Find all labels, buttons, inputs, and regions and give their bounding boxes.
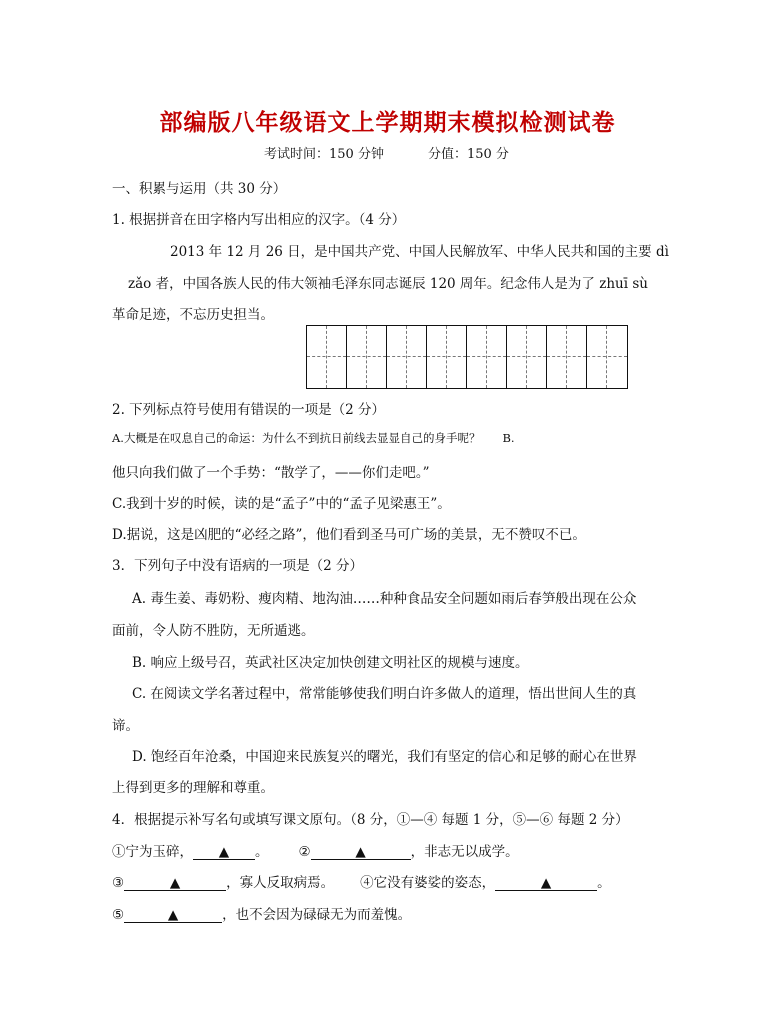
q3-option-a-line-1: A. 毒生姜、毒奶粉、瘦肉精、地沟油……种种食品安全问题如雨后春笋般出现在公众 <box>132 591 637 607</box>
q2-option-a-text: A.大概是在叹息自己的命运：为什么不到抗日前线去显显自己的身手呢？ <box>112 431 481 445</box>
q4-item1-suffix: 。 <box>255 844 269 860</box>
grid-cell[interactable] <box>427 326 467 388</box>
q4-item2-blank[interactable]: ▲ <box>311 845 411 860</box>
grid-cell[interactable] <box>467 326 507 388</box>
q3-option-c-line-2: 谛。 <box>112 718 139 734</box>
q2-option-d: D.据说，这是凶肥的“必经之路”，他们看到圣马可广场的美景，无不赞叹不已。 <box>112 527 586 543</box>
q2-option-a <box>112 430 515 446</box>
q4-item3-blank[interactable]: ▲ <box>124 876 226 891</box>
page-title: 部编版八年级语文上学期期末模拟检测试卷 <box>159 110 616 136</box>
q4-item4-suffix: 。 <box>597 875 611 891</box>
q4-item3-suffix: ，寡人反取病焉。 <box>226 875 335 891</box>
q2-stem: 2. 下列标点符号使用有错误的一项是（2 分） <box>112 402 386 418</box>
q4-item5-prefix: ⑤ <box>112 907 125 923</box>
q4-item2-prefix: ② <box>298 844 311 860</box>
q3-option-c-line-1: C. 在阅读文学名著过程中，常常能够使我们明白许多做人的道理，悟出世间人生的真 <box>132 686 637 702</box>
exam-meta <box>264 143 509 162</box>
q4-item5-suffix: ，也不会因为碌碌无为而羞愧。 <box>222 907 412 923</box>
grid-cell[interactable] <box>347 326 387 388</box>
grid-cell[interactable] <box>387 326 427 388</box>
q3-option-d-line-2: 上得到更多的理解和尊重。 <box>112 780 274 796</box>
q4-item5-blank[interactable]: ▲ <box>124 908 222 923</box>
grid-cell[interactable] <box>547 326 587 388</box>
q3-option-b: B. 响应上级号召，英武社区决定加快创建文明社区的规模与速度。 <box>132 655 529 671</box>
tianzige-grid <box>306 325 628 389</box>
q4-item1-prefix: ①宁为玉碎， <box>112 844 193 860</box>
exam-time: 考试时间：150 分钟 <box>264 147 384 162</box>
q3-option-a-line-2: 面前，令人防不胜防，无所遁逃。 <box>112 623 315 639</box>
q2-option-c: C.我到十岁的时候，读的是“孟子”中的“孟子见梁惠王”。 <box>112 496 451 512</box>
q1-text-line-3: 革命足迹，不忘历史担当。 <box>112 307 274 323</box>
q4-item2-suffix: ，非志无以成学。 <box>410 844 519 860</box>
q1-text-line-1: 2013 年 12 月 26 日，是中国共产党、中国人民解放军、中华人民共和国的主要 dì <box>170 244 669 260</box>
section-heading: 一、积累与运用（共 30 分） <box>112 181 287 197</box>
grid-cell[interactable] <box>587 326 627 388</box>
q4-row-3 <box>112 903 411 923</box>
q4-row-1 <box>112 840 519 860</box>
q1-text-line-2: zǎo 者，中国各族人民的伟大领袖毛泽东同志诞辰 120 周年。纪念伟人是为了 zhuī sù <box>128 276 648 292</box>
q4-item3-prefix: ③ <box>112 875 125 891</box>
q2-option-b-label: B. <box>502 431 515 445</box>
q4-item4-blank[interactable]: ▲ <box>495 876 597 891</box>
q3-option-d-line-1: D. 饱经百年沧桑，中国迎来民族复兴的曙光，我们有坚定的信心和足够的耐心在世界 <box>132 749 637 765</box>
grid-cell[interactable] <box>307 326 347 388</box>
q4-item4-prefix: ④它没有婆娑的姿态， <box>360 875 496 891</box>
q2-option-b: 他只向我们做了一个手势：“散学了，——你们走吧。” <box>112 465 430 481</box>
grid-cell[interactable] <box>507 326 547 388</box>
q4-stem: 4．根据提示补写名句或填写课文原句。（8 分，①—④ 每题 1 分，⑤—⑥ 每题 2 分） <box>112 812 629 828</box>
q4-row-2 <box>112 871 611 891</box>
q1-stem: 1. 根据拼音在田字格内写出相应的汉字。（4 分） <box>112 212 406 228</box>
exam-score: 分值：150 分 <box>427 147 509 162</box>
q4-item1-blank[interactable]: ▲ <box>193 845 255 860</box>
q3-stem: 3．下列句子中没有语病的一项是（2 分） <box>112 558 363 574</box>
